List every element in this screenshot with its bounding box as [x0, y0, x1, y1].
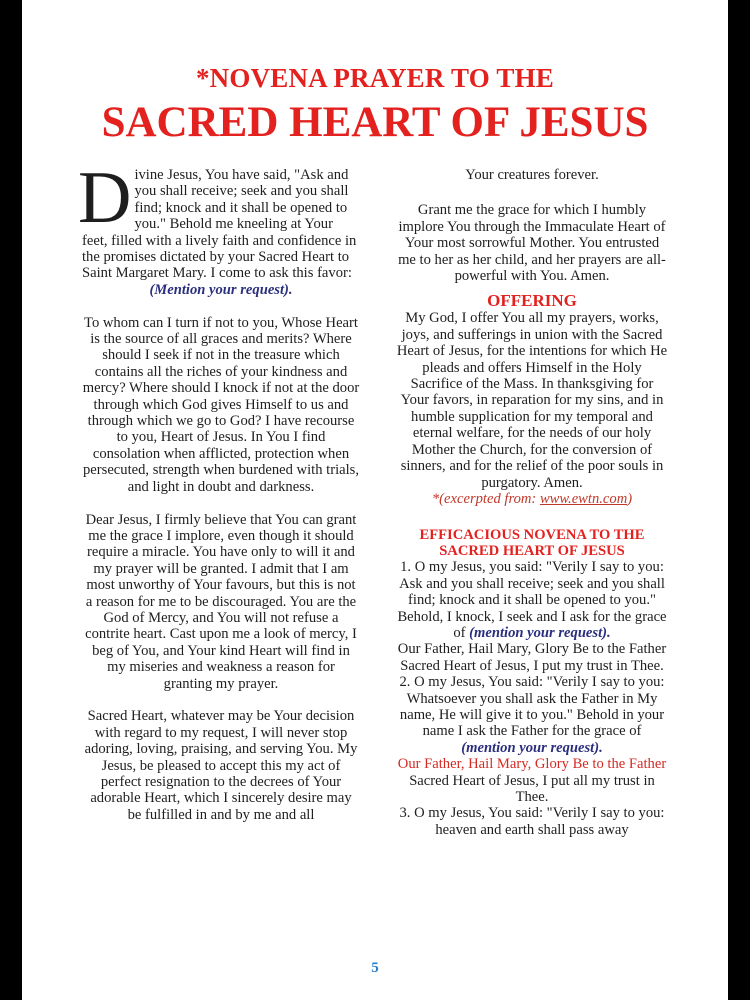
mention-request-text: (Mention your request). — [149, 281, 293, 298]
page-number: 5 — [371, 960, 379, 976]
mention-request-text: (mention your request). — [469, 624, 611, 641]
paragraph-grant-me: Grant me the grace for which I humbly implore You through the Immaculate Heart of Your most sorrowful Mother. You entrusted me to her as her child, and her prayers are all-powerful with You. Amen. — [398, 202, 666, 285]
right-column — [396, 167, 668, 838]
novena-item-3: 3. O my Jesus, You said: "Verily I say to you: heaven and earth shall pass away — [399, 805, 665, 838]
opening-paragraph — [78, 157, 360, 298]
novena-item-2-prayers: Our Father, Hail Mary, Glory Be to the Father Sacred Heart of Jesus, I put all my trust in Thee. — [397, 756, 667, 805]
paragraph-sacred-heart: Sacred Heart, whatever may be Your decision with regard to my request, I will never stop adoring, loving, praising, and serving You. My Jesus, be pleased to accept this my act of perfect resignation to the decrees of Your adorable Heart, which I sincerely desire may be fulfilled in and by me and all — [84, 708, 358, 823]
drop-cap: D — [78, 157, 132, 239]
page-title: SACRED HEART OF JESUS — [101, 99, 649, 146]
opening-paragraph-text: ivine Jesus, You have said, "Ask and you shall receive; seek and you shall find; knock and it shall be opened to you." Behold me kneeling at Your feet, filled with a lively faith and confidence in the promises dictated by your Sacred Heart to Saint Margaret Mary. I come to ask this favor: — [82, 167, 357, 282]
novena-item-1: 1. O my Jesus, you said: "Verily I say to you: Ask and you shall receive; seek and you shall find; knock and it shall be opened to you." Behold, I knock, I seek and I ask for the grace of (mention your request). — [397, 559, 667, 641]
offering-heading: OFFERING — [487, 291, 577, 311]
novena-item-1-prayers: Our Father, Hail Mary, Glory Be to the Father Sacred Heart of Jesus, I put my trust in Thee. — [397, 641, 667, 674]
paragraph-to-whom: To whom can I turn if not to you, Whose Heart is the source of all graces and merits? Where should I seek if not in the treasure which contains all the riches of your kindness and mercy? Where should I knock if not at the door through which God gives Himself to us and through which we go to God? I have recourse to you, Heart of Jesus. In You I find consolation when afflicted, protection when persecuted, strength when burdened with trials, and light in doubt and darkness. — [82, 314, 360, 495]
paragraph-dear-jesus: Dear Jesus, I firmly believe that You can grant me the grace I implore, even though it should require a miracle. You have only to will it and my prayer will be granted. I admit that I am most unworthy of Your favours, but this is not a reason for me to be discouraged. You are the God of Mercy, and You will not refuse a contrite heart. Cast upon me a look of mercy, I beg of You, and Your kind Heart will find in my miseries and weakness a reason for granting my prayer. — [85, 511, 357, 692]
document-page — [22, 0, 728, 1000]
offering-text: My God, I offer You all my prayers, works, joys, and sufferings in union with the Sacred Heart of Jesus, for the intentions for which He pleads and offers Himself in the Holy Sacrifice of the Mass. In thanksgiving for Your favors, in reparation for my sins, and in humble supplication for my temporal and eternal welfare, for the needs of our holy Mother the Church, for the conversion of sinners, and for the relief of the poor souls in purgatory. Amen. — [396, 310, 668, 491]
ewtn-link[interactable]: www.ewtn.com — [539, 490, 628, 507]
mention-request-text: (mention your request). — [461, 739, 603, 756]
title-line-1: *NOVENA PRAYER TO THE — [195, 63, 555, 93]
efficacious-heading: EFFICACIOUS NOVENA TO THE SACRED HEART OF JESUS — [419, 527, 645, 560]
left-column — [78, 157, 360, 823]
paragraph-creatures: Your creatures forever. — [465, 167, 599, 183]
source-credit: *(excerpted from: www.ewtn.com) — [431, 490, 633, 507]
novena-item-2: 2. O my Jesus, You said: "Verily I say to you: Whatsoever you shall ask the Father in My name, He will give it to you." Behold in your name I ask the Father for the grace of (mention your request). — [399, 674, 665, 756]
